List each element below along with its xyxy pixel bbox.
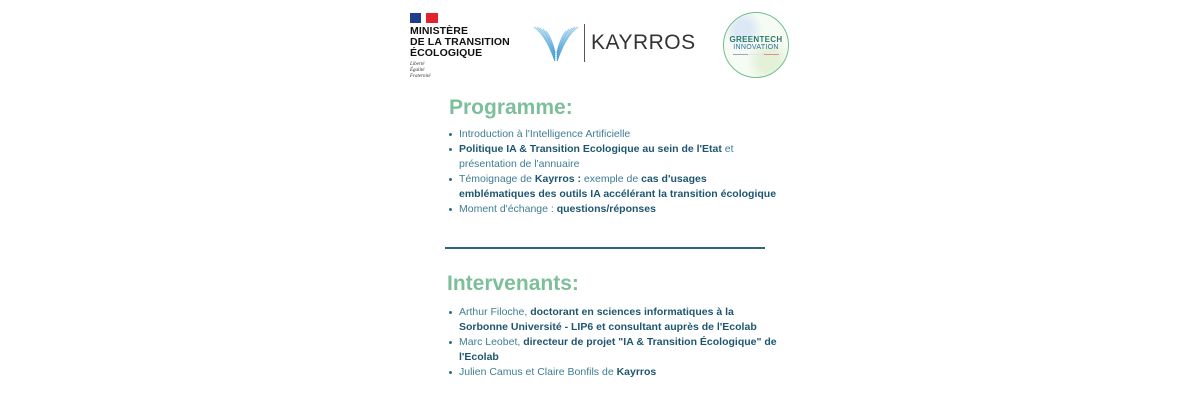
french-flag-icon (410, 13, 438, 23)
ministere-motto: Liberté Égalité Fraternité (410, 62, 431, 79)
text: exemple de (581, 173, 642, 185)
list-item (449, 172, 779, 202)
ministere-title: MINISTÈRE DE LA TRANSITION ÉCOLOGIQUE (410, 25, 510, 59)
bold-text: doctorant en sciences informatiques à la Sorbonne Université - LIP6 et consultant auprès de l'Ecolab (459, 306, 757, 333)
greentech-tricolor-line (733, 54, 779, 55)
text: Arthur Filoche, (459, 306, 531, 318)
list-item (449, 202, 779, 217)
logo-bar (0, 0, 1200, 90)
bold-text: questions/réponses (556, 203, 656, 215)
list-item (449, 365, 779, 380)
bold-text: Politique IA & Transition Ecologique au sein de l'Etat (459, 143, 722, 155)
programme-list (449, 127, 779, 217)
section-divider (445, 247, 765, 249)
text: et présentation de l'annuaire (459, 143, 734, 170)
kayrros-separator (584, 24, 585, 62)
intervenants-list (449, 305, 779, 380)
list-item (449, 127, 779, 142)
kayrros-wordmark: KAYRROS (591, 31, 696, 54)
text: Marc Leobet, (459, 336, 524, 348)
list-item (449, 335, 779, 365)
text: Témoignage de (459, 173, 535, 185)
text: Moment d'échange : (459, 203, 557, 215)
kayrros-wings-icon (532, 23, 580, 63)
list-item (449, 305, 779, 335)
bold-text: directeur de projet "IA & Transition Écologique" de l'Ecolab (459, 336, 777, 363)
programme-heading: Programme: (449, 96, 573, 119)
bold-text: cas d'usages emblématiques des outils IA accélérant la transition écologique (459, 173, 777, 200)
kayrros-logo (532, 22, 696, 64)
text: Julien Camus et Claire Bonfils de (459, 366, 617, 378)
list-item (449, 142, 779, 172)
ministere-logo (410, 13, 520, 80)
bold-text: Kayrros (616, 366, 657, 378)
intervenants-heading: Intervenants: (447, 272, 579, 295)
greentech-innovation-logo: GREENTECH INNOVATION (723, 12, 789, 78)
bold-text: Kayrros : (534, 173, 581, 185)
text: Introduction à l'Intelligence Artificielle (459, 128, 631, 140)
